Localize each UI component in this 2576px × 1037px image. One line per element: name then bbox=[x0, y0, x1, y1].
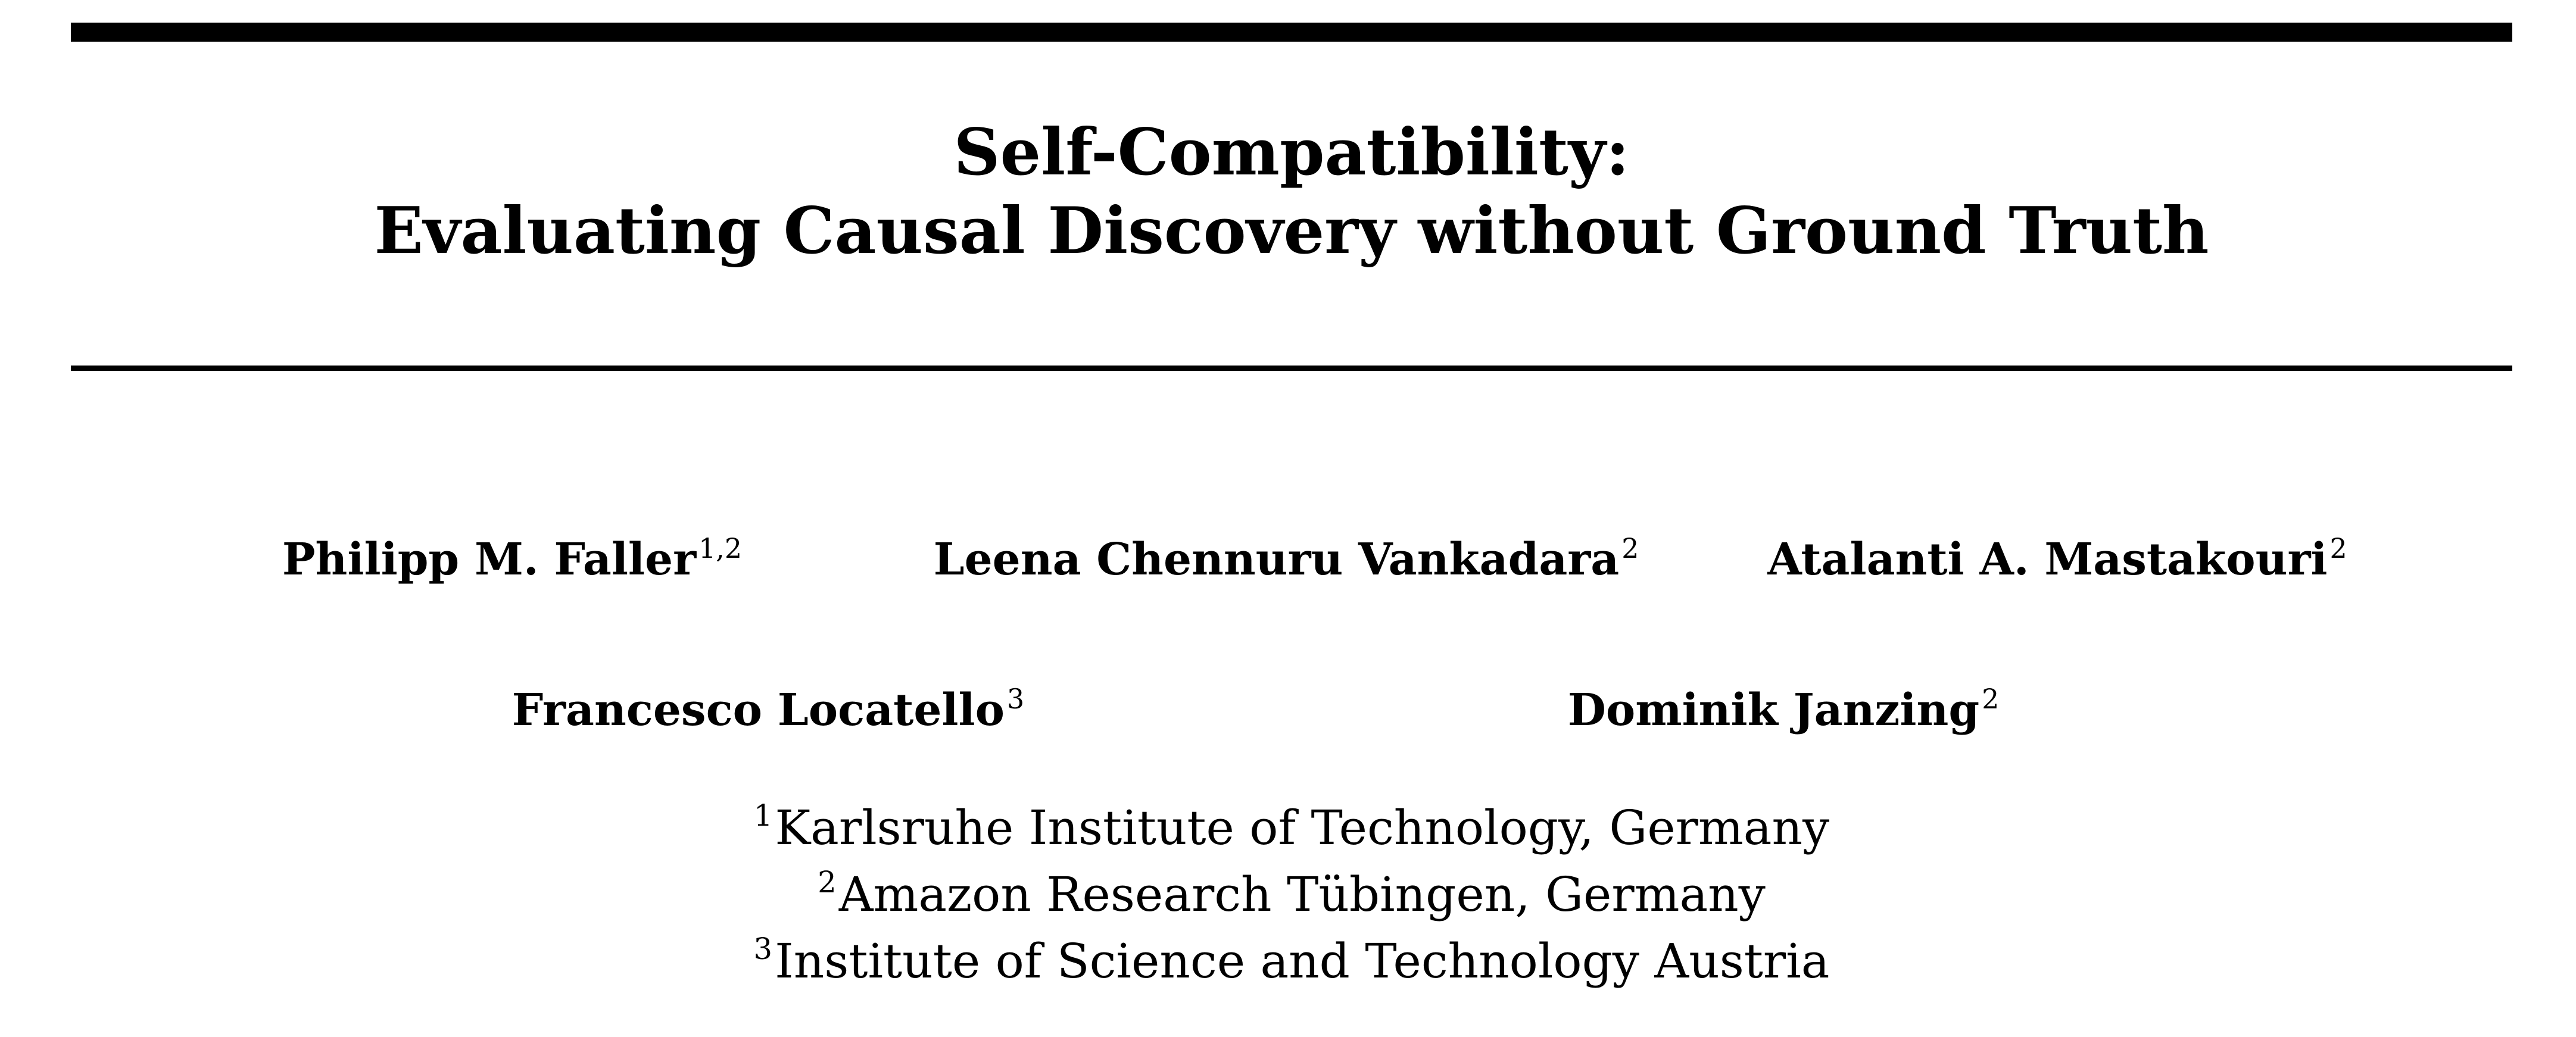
author-affiliation-marker: 2 bbox=[2329, 532, 2347, 564]
author-affiliation-marker: 2 bbox=[1621, 532, 1639, 564]
author-4 bbox=[512, 683, 1024, 742]
author-affiliation-marker: 1,2 bbox=[698, 532, 743, 564]
author-name: Leena Chennuru Vankadara bbox=[933, 534, 1620, 585]
author-name: Philipp M. Faller bbox=[282, 534, 697, 585]
affiliation-text: Karlsruhe Institute of Technology, Germany bbox=[775, 800, 1830, 855]
affiliation-marker: 2 bbox=[818, 865, 837, 900]
affiliations bbox=[71, 798, 2512, 998]
author-name: Francesco Locatello bbox=[512, 685, 1005, 736]
bottom-rule bbox=[71, 366, 2512, 371]
author-5 bbox=[1568, 683, 2000, 742]
title-line-1: Self-Compatibility: bbox=[953, 115, 1630, 190]
paper-title bbox=[71, 113, 2512, 270]
author-affiliation-marker: 3 bbox=[1007, 682, 1025, 715]
affiliation-2 bbox=[71, 864, 2512, 931]
author-affiliation-marker: 2 bbox=[1982, 682, 2000, 715]
affiliation-1 bbox=[71, 798, 2512, 864]
top-rule bbox=[71, 23, 2512, 42]
affiliation-text: Amazon Research Tübingen, Germany bbox=[838, 867, 1766, 922]
author-1 bbox=[282, 533, 742, 592]
author-2 bbox=[934, 533, 1639, 592]
author-name: Dominik Janzing bbox=[1567, 685, 1980, 736]
title-line-2: Evaluating Causal Discovery without Ground Truth bbox=[374, 193, 2209, 268]
affiliation-marker: 1 bbox=[753, 798, 773, 833]
affiliation-text: Institute of Science and Technology Austria bbox=[775, 933, 1830, 989]
affiliation-3 bbox=[71, 931, 2512, 998]
affiliation-marker: 3 bbox=[753, 932, 773, 967]
author-3 bbox=[1767, 533, 2347, 592]
author-name: Atalanti A. Mastakouri bbox=[1767, 534, 2328, 585]
